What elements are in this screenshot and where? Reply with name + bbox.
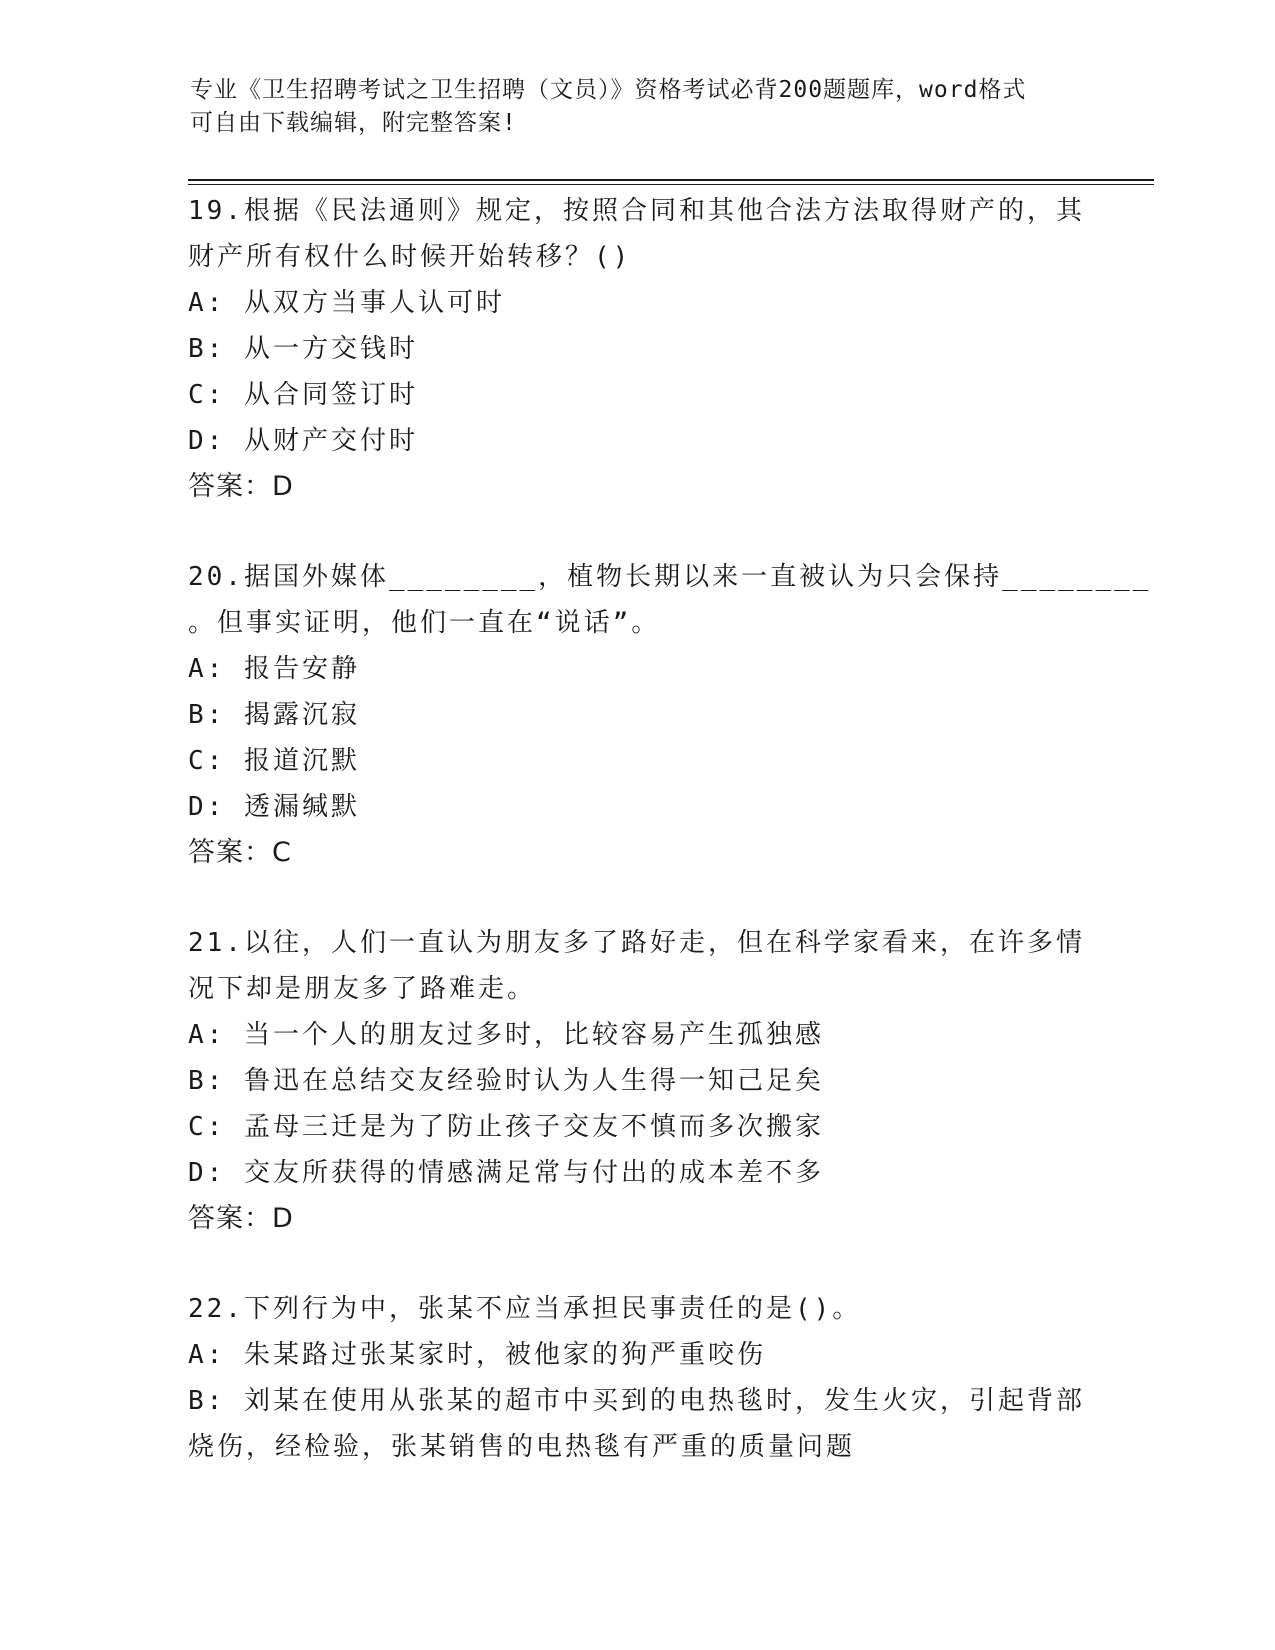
question-stem-line: 财产所有权什么时候开始转移？() (188, 242, 632, 272)
option-d: D: 从财产交付时 (188, 426, 418, 456)
question-19 (188, 188, 1088, 510)
question-20 (188, 554, 1152, 876)
option-b: B: 鲁迅在总结交友经验时认为人生得一知己足矣 (188, 1066, 824, 1096)
question-22 (188, 1286, 1088, 1470)
option-b: B: 刘某在使用从张某的超市中买到的电热毯时，发生火灾，引起背部 (188, 1386, 1085, 1416)
option-d: D: 透漏缄默 (188, 792, 360, 822)
question-stem-line: 况下却是朋友多了路难走。 (188, 974, 537, 1004)
question-stem-line: 20.据国外媒体________，植物长期以来一直被认为只会保持________ (188, 562, 1152, 592)
option-b-continued: 烧伤，经检验，张某销售的电热毯有严重的质量问题 (188, 1432, 856, 1462)
option-a: A: 报告安静 (188, 654, 360, 684)
header-divider-thick (188, 179, 1154, 181)
option-a: A: 朱某路过张某家时，被他家的狗严重咬伤 (188, 1340, 766, 1370)
answer-label: 答案：C (188, 837, 292, 868)
question-21 (188, 920, 1088, 1242)
header-line-2: 可自由下载编辑，附完整答案! (190, 110, 517, 136)
option-b: B: 揭露沉寂 (188, 700, 360, 730)
question-list (188, 188, 1152, 1514)
document-header (190, 74, 1090, 140)
option-a: A: 当一个人的朋友过多时，比较容易产生孤独感 (188, 1020, 824, 1050)
option-d: D: 交友所获得的情感满足常与付出的成本差不多 (188, 1158, 824, 1188)
option-b: B: 从一方交钱时 (188, 334, 418, 364)
question-stem-line: 19.根据《民法通则》规定，按照合同和其他合法方法取得财产的，其 (188, 196, 1085, 226)
header-line-1: 专业《卫生招聘考试之卫生招聘（文员）》资格考试必背200题题库，word格式 (190, 77, 1027, 103)
answer-label: 答案：D (188, 471, 294, 502)
option-c: C: 从合同签订时 (188, 380, 418, 410)
header-divider-thin (188, 184, 1154, 185)
option-c: C: 报道沉默 (188, 746, 360, 776)
question-stem-line: 22.下列行为中，张某不应当承担民事责任的是()。 (188, 1294, 862, 1324)
option-a: A: 从双方当事人认可时 (188, 288, 505, 318)
question-stem-line: 21.以往，人们一直认为朋友多了路好走，但在科学家看来，在许多情 (188, 928, 1085, 958)
answer-label: 答案：D (188, 1203, 294, 1234)
option-c: C: 孟母三迁是为了防止孩子交友不慎而多次搬家 (188, 1112, 824, 1142)
question-stem-line: 。但事实证明，他们一直在“说话”。 (188, 608, 661, 638)
